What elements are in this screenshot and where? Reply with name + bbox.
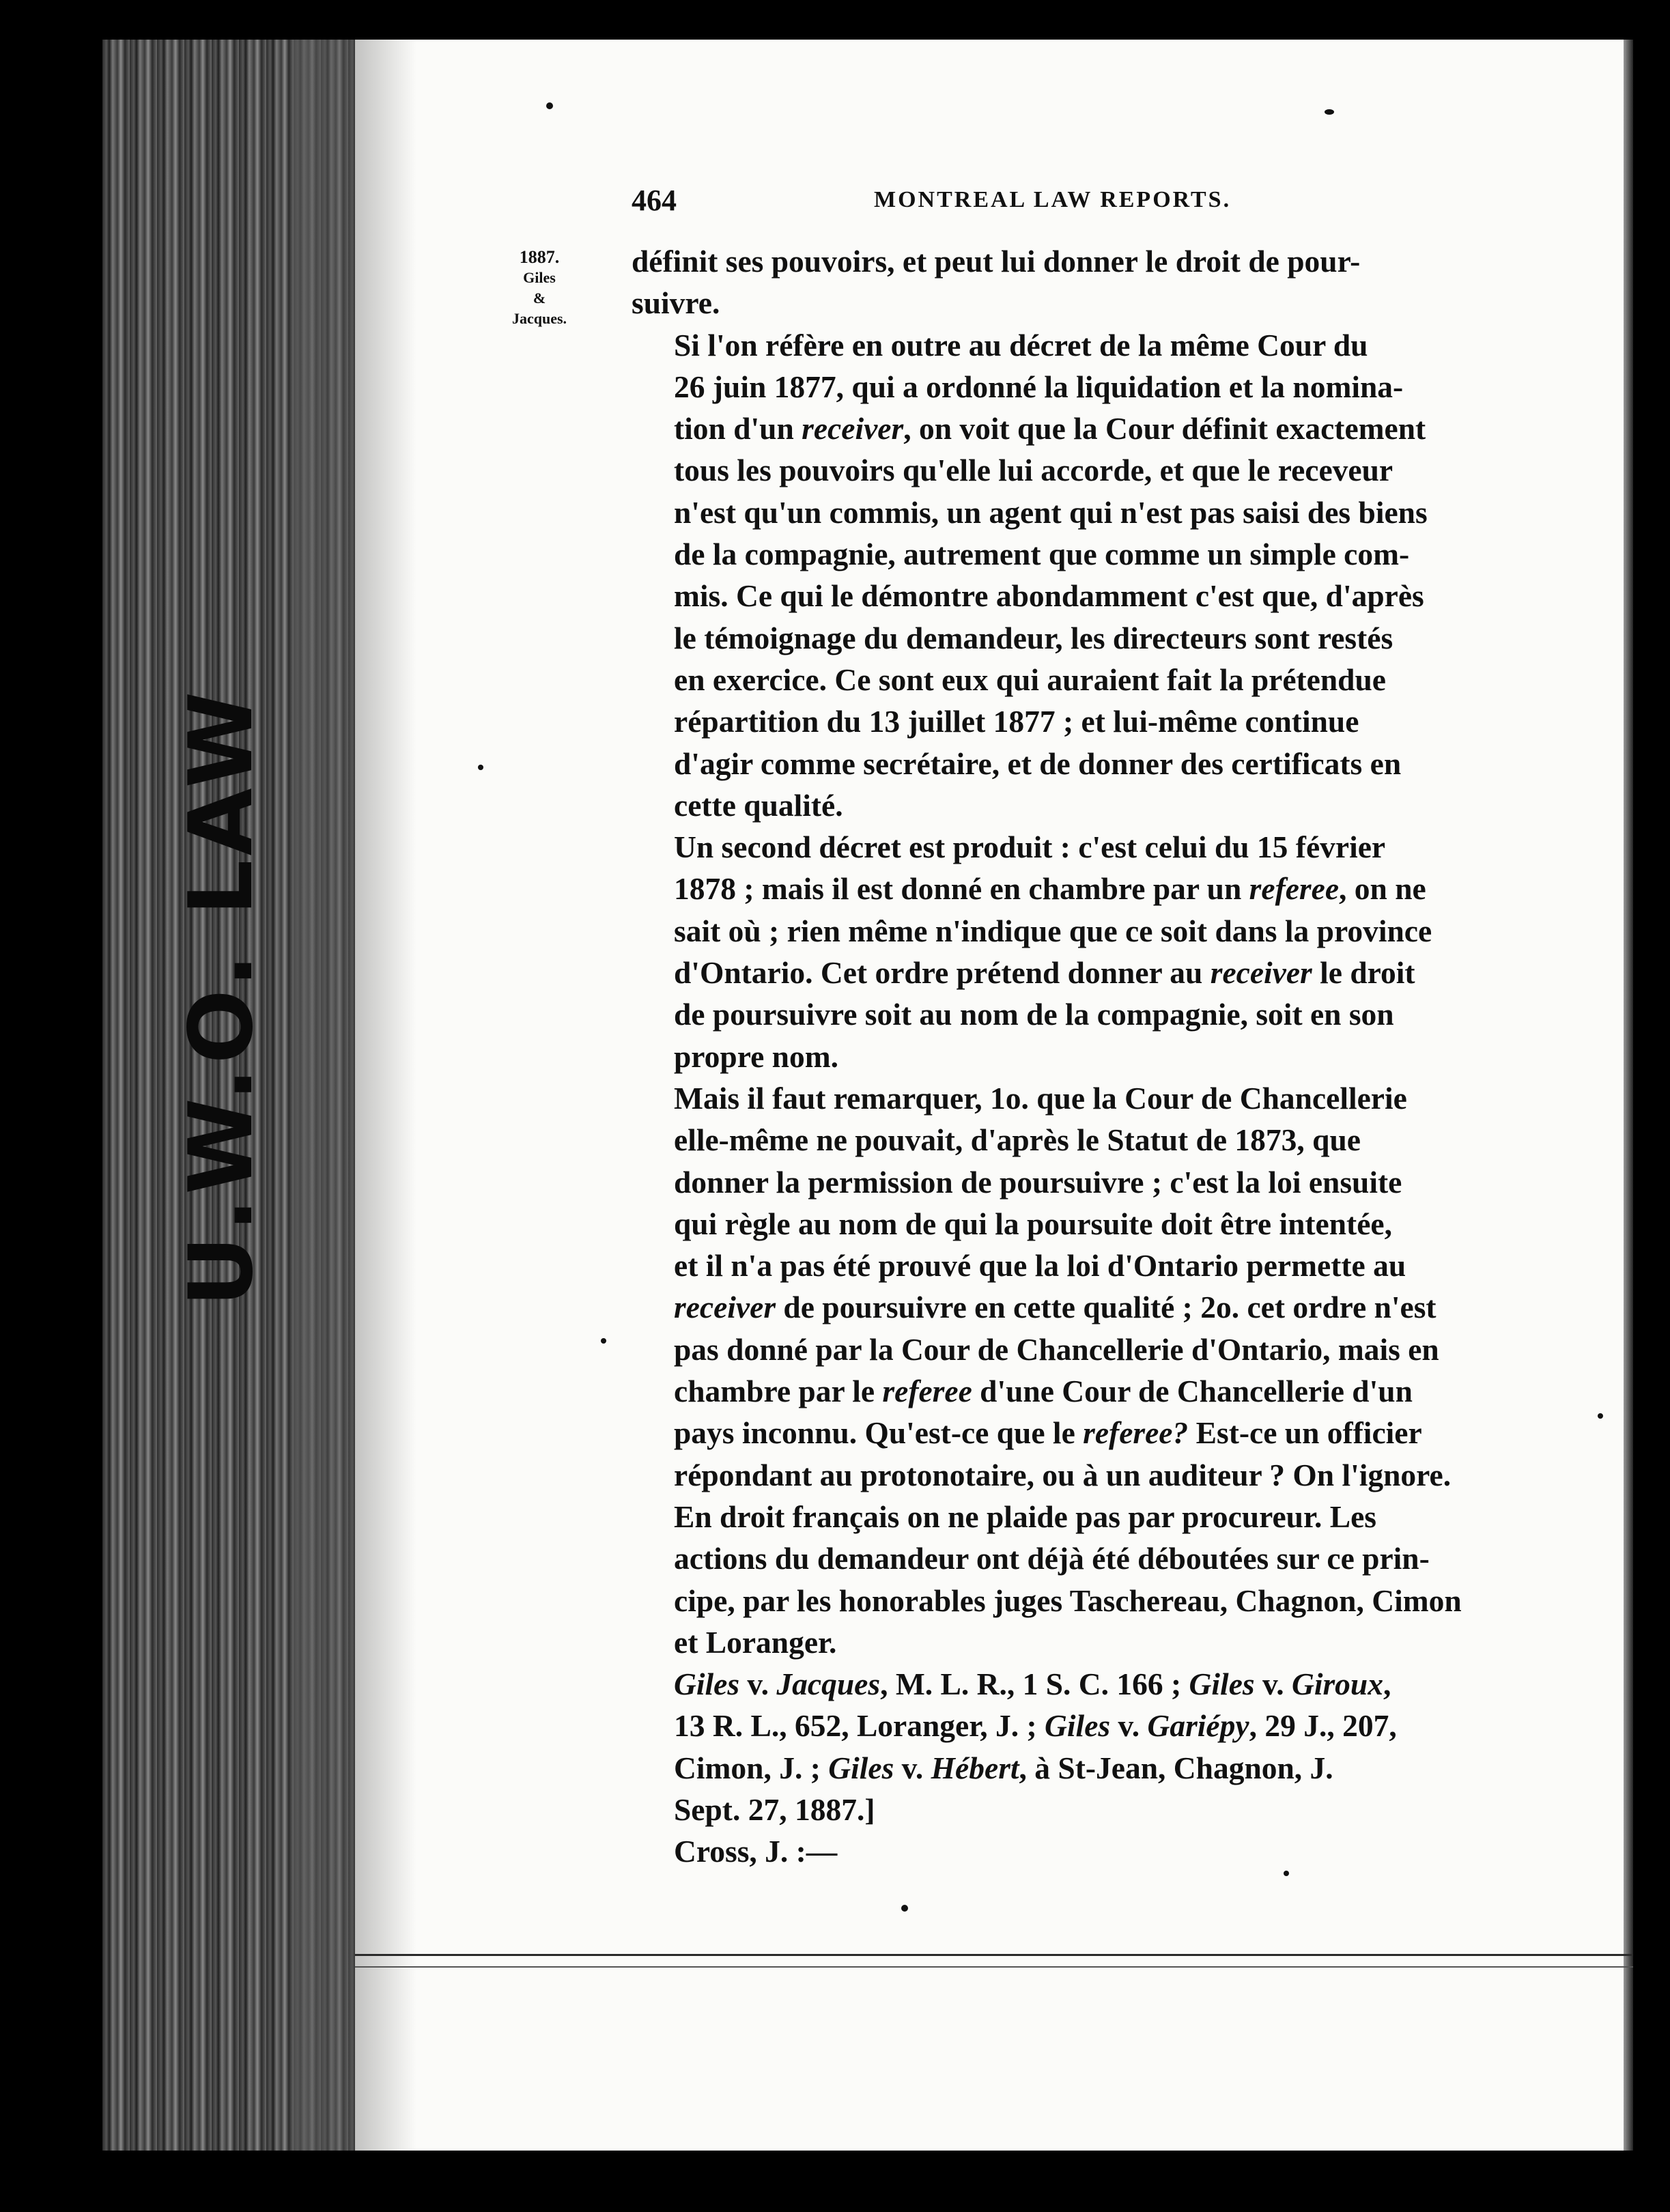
- text-line: Mais il faut remarquer, 1o. que la Cour de Chancellerie: [674, 1080, 1407, 1116]
- paragraph-5: [632, 1496, 1519, 1663]
- text-line: cette qualité.: [674, 787, 843, 823]
- text-run: , on ne: [1339, 871, 1426, 907]
- library-stamp-text: U.W.O. LAW: [171, 687, 273, 1307]
- scan-speck: [478, 765, 483, 770]
- text-line: donner la permission de poursuivre ; c'est la loi ensuite: [674, 1164, 1402, 1200]
- text-line: et Loranger.: [674, 1624, 837, 1660]
- text-line: d'agir comme secrétaire, et de donner des certificats en: [674, 746, 1402, 781]
- italic-term: receiver: [802, 411, 904, 446]
- case-party: Giles: [828, 1750, 894, 1785]
- bottom-rule-line-2: [355, 1966, 1633, 1968]
- text-run: , 29 J., 207,: [1249, 1708, 1397, 1744]
- scan-frame-right: [1633, 0, 1670, 2212]
- text-run: d'Ontario. Cet ordre prétend donner au: [674, 955, 1211, 991]
- text-run: v.: [1254, 1667, 1292, 1702]
- text-line: [632, 952, 1519, 993]
- text-line: répondant au protonotaire, ou à un auditeur ? On l'ignore.: [674, 1457, 1452, 1492]
- citation-paragraph: [632, 1663, 1519, 1789]
- text-line: Si l'on réfère en outre au décret de la même Cour du: [674, 327, 1368, 363]
- text-line: elle-même ne pouvait, d'après le Statut de 1873, que: [674, 1122, 1361, 1158]
- scan-speck: [546, 102, 553, 109]
- paragraph-2: [632, 324, 1519, 827]
- text-line: [632, 1370, 1519, 1412]
- text-run: pays inconnu. Qu'est-ce que le: [674, 1415, 1084, 1451]
- text-line: [632, 408, 1519, 449]
- case-party: Giles: [1189, 1667, 1255, 1702]
- text-run: , à St-Jean, Chagnon, J.: [1019, 1750, 1333, 1785]
- scan-frame-top: [0, 0, 1670, 40]
- text-line: Sept. 27, 1887.]: [674, 1791, 875, 1827]
- text-line: répartition du 13 juillet 1877 ; et lui-même continue: [674, 704, 1359, 739]
- paragraph-3: [632, 826, 1519, 1077]
- text-run: , M. L. R., 1 S. C. 166 ;: [880, 1667, 1189, 1702]
- margin-party-1: Giles: [523, 269, 556, 286]
- judge-line: [632, 1830, 1519, 1872]
- text-run: chambre par le: [674, 1374, 883, 1409]
- text-line: mis. Ce qui le démontre abondamment c'est que, d'après: [674, 578, 1424, 614]
- text-line: [632, 1412, 1519, 1454]
- margin-ampersand: &: [533, 289, 546, 307]
- case-party: Giles: [1045, 1708, 1111, 1744]
- text-line: de la compagnie, autrement que comme un simple com-: [674, 537, 1410, 572]
- text-run: Cimon, J. ;: [674, 1750, 829, 1785]
- case-party: Hébert: [931, 1750, 1019, 1785]
- library-stamp: [171, 687, 273, 1307]
- text-line: [632, 1663, 1519, 1705]
- text-line: [632, 1286, 1519, 1328]
- page-header: [632, 183, 1519, 217]
- text-run: ,: [1383, 1667, 1391, 1702]
- italic-term: receiver: [1210, 955, 1312, 991]
- text-run: de poursuivre en cette qualité ; 2o. cet ordre n'est: [776, 1290, 1437, 1325]
- text-run: v.: [1110, 1708, 1148, 1744]
- text-run: le droit: [1312, 955, 1415, 991]
- scan-speck: [601, 1338, 606, 1344]
- italic-term: referee: [1249, 871, 1340, 907]
- text-line: propre nom.: [674, 1038, 839, 1074]
- text-line: actions du demandeur ont déjà été déboutées sur ce prin-: [674, 1541, 1430, 1576]
- text-line: Cross, J. :—: [674, 1834, 838, 1869]
- date-line: [632, 1789, 1519, 1830]
- text-line: qui règle au nom de qui la poursuite doit être intentée,: [674, 1206, 1392, 1241]
- margin-year: 1887.: [519, 247, 560, 267]
- text-line: n'est qu'un commis, un agent qui n'est pas saisi des biens: [674, 494, 1428, 530]
- text-line: sait où ; rien même n'indique que ce soit dans la province: [674, 913, 1432, 948]
- paragraph-1: [632, 240, 1519, 324]
- text-line: de poursuivre soit au nom de la compagnie, soit en son: [674, 997, 1394, 1032]
- spine-gradient: [294, 40, 416, 2151]
- text-run: d'une Cour de Chancellerie d'un: [972, 1374, 1413, 1409]
- right-page-edge: [1624, 40, 1633, 2151]
- text-run: v.: [894, 1750, 931, 1785]
- text-run: 13 R. L., 652, Loranger, J. ;: [674, 1708, 1045, 1744]
- text-line: 26 juin 1877, qui a ordonné la liquidation et la nomina-: [674, 369, 1404, 404]
- scan-speck: [1284, 1871, 1289, 1876]
- scan-frame-bottom: [0, 2151, 1670, 2212]
- margin-party-2: Jacques.: [511, 310, 567, 327]
- text-line: définit ses pouvoirs, et peut lui donner le droit de pour-: [632, 244, 1361, 279]
- page-number: 464: [632, 184, 677, 217]
- margin-note: [478, 247, 601, 329]
- text-line: cipe, par les honorables juges Taschereau, Chagnon, Cimon: [674, 1583, 1462, 1618]
- case-party: Gariépy: [1147, 1708, 1249, 1744]
- text-line: [632, 868, 1519, 909]
- running-title: MONTREAL LAW REPORTS.: [874, 187, 1232, 212]
- bottom-rule-line: [355, 1954, 1633, 1956]
- text-line: le témoignage du demandeur, les directeurs sont restés: [674, 620, 1393, 655]
- text-run: , on voit que la Cour définit exactement: [903, 411, 1426, 446]
- scan-speck: [901, 1905, 908, 1912]
- text-line: suivre.: [632, 285, 720, 321]
- scan-speck: [1325, 109, 1334, 115]
- text-line: en exercice. Ce sont eux qui auraient fait la prétendue: [674, 662, 1386, 697]
- italic-term: referee?: [1083, 1415, 1189, 1451]
- italic-term: receiver: [674, 1290, 776, 1325]
- text-run: Est-ce un officier: [1188, 1415, 1422, 1451]
- scan-speck: [1598, 1413, 1603, 1419]
- text-line: En droit français on ne plaide pas par procureur. Les: [674, 1499, 1376, 1534]
- text-line: Un second décret est produit : c'est celui du 15 février: [674, 830, 1386, 865]
- text-line: et il n'a pas été prouvé que la loi d'Ontario permette au: [674, 1248, 1406, 1284]
- text-run: tion d'un: [674, 411, 802, 446]
- case-party: Giles: [674, 1667, 740, 1702]
- text-line: pas donné par la Cour de Chancellerie d'Ontario, mais en: [674, 1331, 1439, 1367]
- body-text: [632, 240, 1519, 1873]
- text-line: tous les pouvoirs qu'elle lui accorde, et que le receveur: [674, 453, 1393, 488]
- text-line: [632, 1705, 1519, 1746]
- text-run: 1878 ; mais il est donné en chambre par un: [674, 871, 1249, 907]
- case-party: Jacques: [776, 1667, 881, 1702]
- case-party: Giroux: [1291, 1667, 1383, 1702]
- text-run: v.: [739, 1667, 777, 1702]
- italic-term: referee: [882, 1374, 972, 1409]
- paragraph-4: [632, 1077, 1519, 1496]
- text-line: [632, 1747, 1519, 1789]
